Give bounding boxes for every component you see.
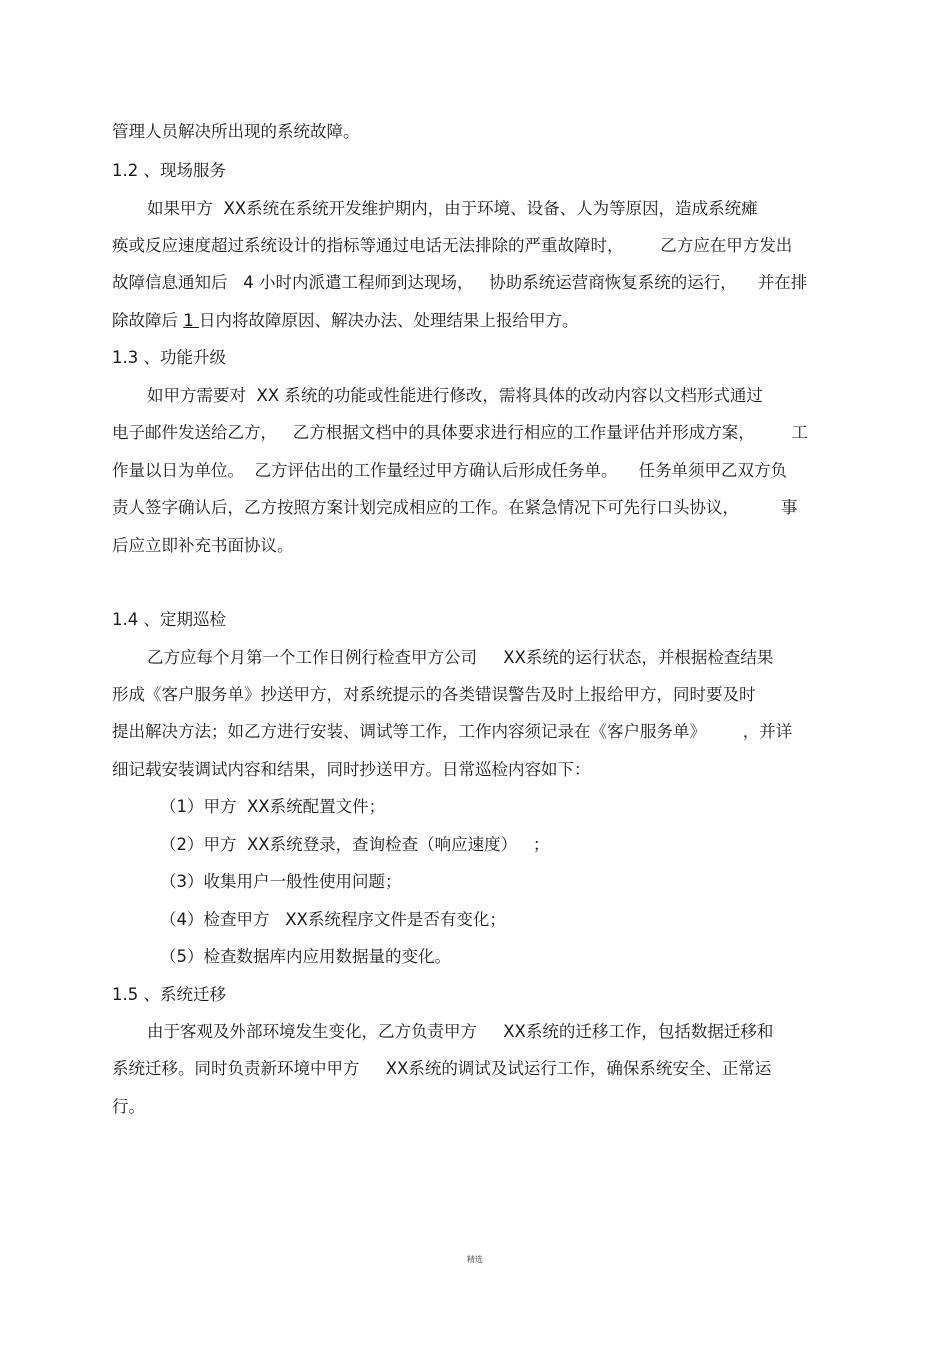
page-footer: 精选 bbox=[467, 1255, 483, 1264]
list-item: （5）检查数据库内应用数据量的变化。 bbox=[160, 947, 451, 966]
paragraph-line: 乙方应每个月第一个工作日例行检查甲方公司 XX系统的运行状态，并根据检查结果 bbox=[147, 648, 774, 667]
section-heading-1-4: 1.4 、定期巡检 bbox=[112, 610, 226, 629]
list-item: （4）检查甲方 XX系统程序文件是否有变化； bbox=[160, 910, 506, 929]
list-item: （3）收集用户一般性使用问题； bbox=[160, 872, 402, 891]
list-item: （2）甲方 XX系统登录，查询检查（响应速度） ； bbox=[160, 835, 550, 854]
text-segment: 日内将故障原因、解决办法、处理结果上报给甲方。 bbox=[199, 311, 579, 330]
paragraph-line: 行。 bbox=[112, 1097, 145, 1116]
section-heading-1-3: 1.3 、功能升级 bbox=[112, 348, 226, 367]
paragraph-line bbox=[112, 311, 579, 331]
paragraph-line: 后应立即补充书面协议。 bbox=[112, 536, 294, 555]
section-heading-1-2: 1.2 、现场服务 bbox=[112, 161, 226, 180]
list-item: （1）甲方 XX系统配置文件； bbox=[160, 797, 386, 816]
paragraph-line: 由于客观及外部环境发生变化，乙方负责甲方 XX系统的迁移工作，包括数据迁移和 bbox=[147, 1022, 774, 1041]
section-heading-1-5: 1.5 、系统迁移 bbox=[112, 985, 226, 1004]
paragraph-line: 细记载安装调试内容和结果，同时抄送甲方。日常巡检内容如下： bbox=[112, 760, 591, 779]
paragraph-line: 形成《客户服务单》抄送甲方，对系统提示的各类错误警告及时上报给甲方，同时要及时 bbox=[112, 685, 756, 704]
text-segment: 除故障后 bbox=[112, 311, 184, 330]
continued-text: 管理人员解决所出现的系统故障。 bbox=[112, 122, 360, 141]
paragraph-line: 电子邮件发送给乙方， 乙方根据文档中的具体要求进行相应的工作量评估并形成方案， 工 bbox=[112, 423, 808, 442]
paragraph-line: 痪或反应速度超过系统设计的指标等通过电话无法排除的严重故障时， 乙方应在甲方发出 bbox=[112, 236, 793, 255]
paragraph-line: 提出解决方法；如乙方进行安装、调试等工作，工作内容须记录在《客户服务单》 ，并详 bbox=[112, 722, 793, 741]
underlined-days: 1 bbox=[183, 311, 199, 330]
paragraph-line: 作量以日为单位。 乙方评估出的工作量经过甲方确认后形成任务单。 任务单须甲乙双方负 bbox=[112, 461, 787, 480]
paragraph-line: 责人签字确认后，乙方按照方案计划完成相应的工作。在紧急情况下可先行口头协议， 事 bbox=[112, 498, 798, 517]
paragraph-line: 如甲方需要对 XX 系统的功能或性能进行修改，需将具体的改动内容以文档形式通过 bbox=[147, 386, 763, 405]
paragraph-line: 故障信息通知后 4 小时内派遣工程师到达现场， 协助系统运营商恢复系统的运行， 并在排 bbox=[112, 273, 808, 292]
paragraph-line: 如果甲方 XX系统在系统开发维护期内，由于环境、设备、人为等原因，造成系统瘫 bbox=[147, 199, 758, 218]
paragraph-line: 系统迁移。同时负责新环境中甲方 XX系统的调试及试运行工作，确保系统安全、正常运 bbox=[112, 1059, 772, 1078]
